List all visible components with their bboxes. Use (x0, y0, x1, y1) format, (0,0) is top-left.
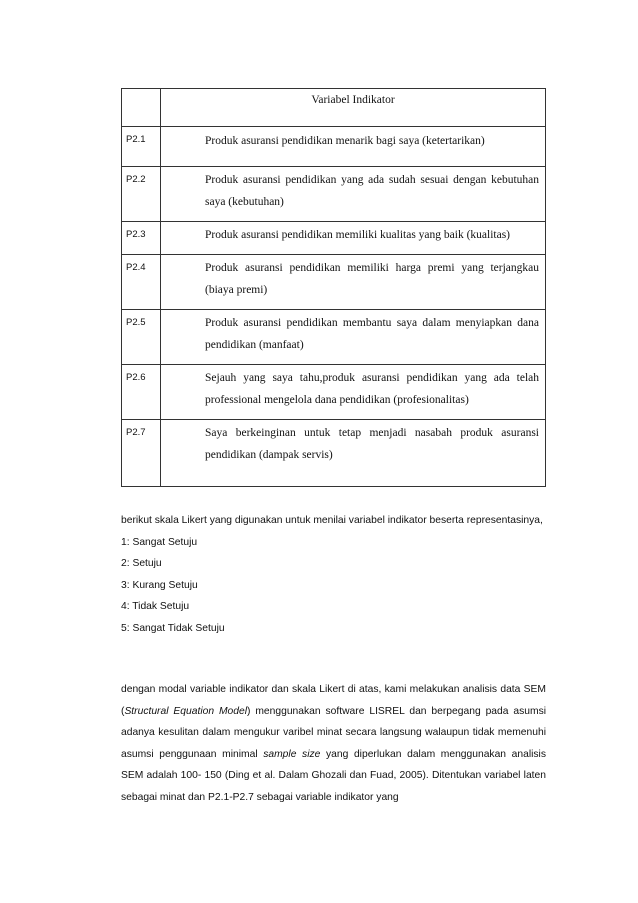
table-header-row (122, 89, 546, 127)
indicator-code: P2.2 (122, 167, 161, 222)
likert-intro: berikut skala Likert yang digunakan untuk menilai variabel indikator beserta representasinya, (121, 515, 543, 526)
table-row (122, 255, 546, 310)
indicator-text: Produk asuransi pendidikan yang ada sudah sesuai dengan kebutuhan saya (kebutuhan) (161, 167, 546, 222)
table-row (122, 222, 546, 255)
likert-item: 5: Sangat Tidak Setuju (121, 622, 225, 634)
indicator-code: P2.7 (122, 420, 161, 487)
indicator-code: P2.3 (122, 222, 161, 255)
likert-item: 1: Sangat Setuju (121, 536, 198, 548)
paragraph-text-3: yang diperlukan dalam menggunakan analisis SEM adalah 100- 150 (Ding et al. Dalam Ghozali dan Fuad, 2005). Ditentukan variabel laten sebagai minat dan P2.1-P2.7 sebagai variable indikator yang (121, 748, 546, 803)
likert-item: 2: Setuju (121, 558, 162, 569)
table-row (122, 310, 546, 365)
indicator-code: P2.4 (122, 255, 161, 310)
likert-section (121, 510, 546, 639)
indicator-text: Produk asuransi pendidikan memiliki harga premi yang terjangkau (biaya premi) (161, 255, 546, 310)
indicator-code: P2.6 (122, 365, 161, 420)
table-header: Variabel Indikator (161, 89, 546, 127)
likert-item: 3: Kurang Setuju (121, 579, 198, 591)
paragraph-text-2: ) menggunakan software LISREL dan berpegang pada asumsi adanya kesulitan dalam mengukur varibel minat secara langsung walaupun tidak memenuhi asumsi penggunaan minimal (121, 705, 547, 760)
indicator-code: P2.1 (122, 127, 161, 167)
indicator-text: Produk asuransi pendidikan menarik bagi saya (ketertarikan) (161, 127, 546, 167)
header-empty-cell (122, 89, 161, 127)
indicator-table (121, 88, 546, 487)
table-row (122, 365, 546, 420)
indicator-code: P2.5 (122, 310, 161, 365)
table-row (122, 167, 546, 222)
table-row (122, 420, 546, 487)
paragraph-text-1: dengan modal variable indikator dan skala Likert di atas, kami melakukan analisis data SEM ( (121, 684, 546, 717)
likert-item: 4: Tidak Setuju (121, 601, 190, 612)
indicator-text: Sejauh yang saya tahu,produk asuransi pendidikan yang ada telah professional mengelola dana pendidikan (profesionalitas) (161, 365, 546, 420)
indicator-text: Saya berkeinginan untuk tetap menjadi nasabah produk asuransi pendidikan (dampak servis) (161, 420, 546, 487)
indicator-text: Produk asuransi pendidikan membantu saya dalam menyiapkan dana pendidikan (manfaat) (161, 310, 546, 365)
analysis-paragraph (121, 679, 546, 808)
indicator-text: Produk asuransi pendidikan memiliki kualitas yang baik (kualitas) (161, 222, 546, 255)
table-row (122, 127, 546, 167)
paragraph-emphasis-sem: Structural Equation Model (124, 705, 248, 717)
paragraph-emphasis-sample: sample size (263, 748, 321, 760)
